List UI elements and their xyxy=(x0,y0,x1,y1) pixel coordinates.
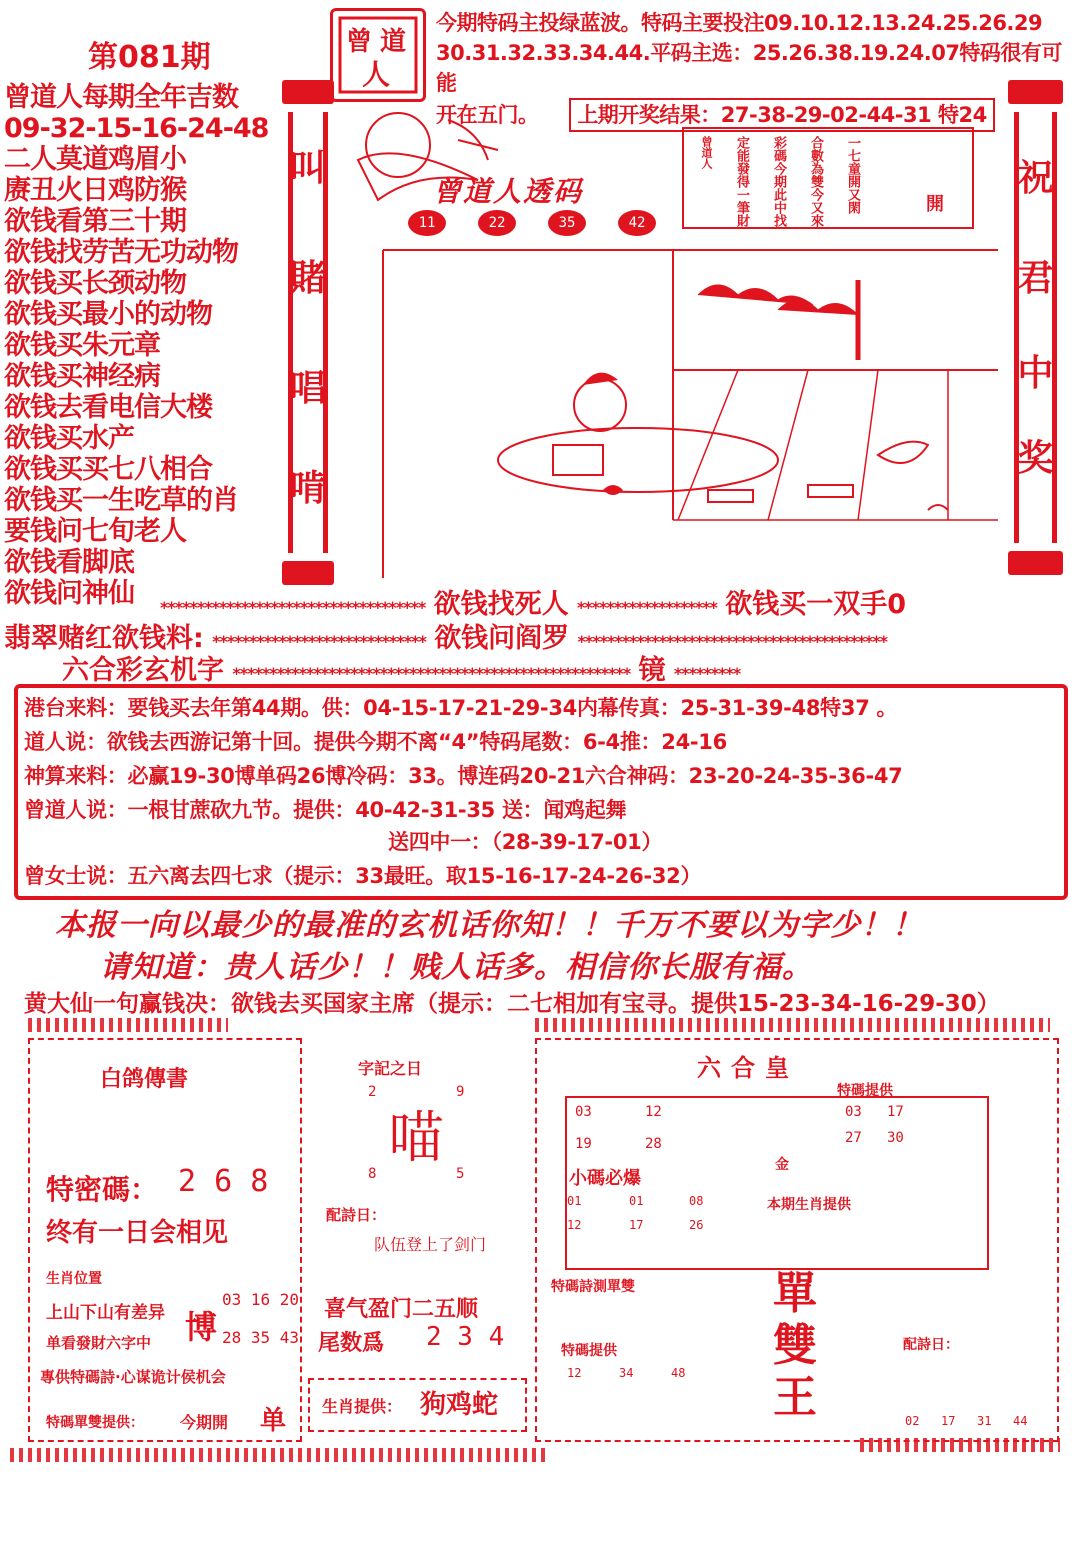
big-char: 王 xyxy=(773,1372,817,1423)
list-item: 欲钱买最小的动物 xyxy=(4,299,212,330)
scroll-char: 啃 xyxy=(289,468,326,509)
heading: 字記之日 xyxy=(358,1059,423,1078)
number-ball: 11 xyxy=(408,210,446,236)
peishi-label: 配詩日： xyxy=(903,1337,959,1353)
grid-num: 28 xyxy=(645,1136,662,1152)
scroll-char: 中 xyxy=(1017,353,1054,394)
star-row-1-right: 欲钱买一双手0 xyxy=(725,589,907,620)
couplet-line: 合數為雙今又來 xyxy=(808,136,823,227)
tema-num: 34 xyxy=(619,1366,634,1380)
couplet-line: 彩碼今期此中找 xyxy=(771,136,786,227)
wave-border xyxy=(10,1448,550,1462)
star-row-3-left: 六合彩玄机字 xyxy=(62,655,224,686)
tm-num: 17 xyxy=(887,1104,904,1120)
bottom-num: 44 xyxy=(1013,1414,1028,1428)
number-ball: 35 xyxy=(548,210,586,236)
corner-num: 8 xyxy=(368,1166,377,1182)
scroll-char: 奖 xyxy=(1017,438,1054,479)
star-row-3-mid: 镜 xyxy=(638,655,666,686)
panel-title: 六合皇 xyxy=(697,1054,799,1082)
grid-num: 03 xyxy=(575,1104,592,1120)
bottom-num: 02 xyxy=(905,1414,920,1428)
svg-text:道: 道 xyxy=(380,27,407,57)
right-scroll xyxy=(1008,80,1063,575)
corner-num: 9 xyxy=(456,1084,465,1100)
corner-num: 2 xyxy=(368,1084,377,1100)
scroll-char: 叫 xyxy=(289,148,326,189)
logo-seal xyxy=(330,8,426,102)
bo-char: 博 xyxy=(185,1308,218,1346)
big-char: 單 xyxy=(773,1268,817,1319)
sx-val: 狗鸡蛇 xyxy=(420,1390,499,1420)
list-item: 欲钱看第三十期 xyxy=(4,206,186,237)
star-row-2-left: 翡翠赌红欲钱料: xyxy=(4,623,204,654)
svg-text:曾: 曾 xyxy=(346,27,373,57)
list-item: 欲钱买长颈动物 xyxy=(4,268,186,299)
wave-border xyxy=(860,1438,1060,1452)
grid-num: 12 xyxy=(645,1104,662,1120)
illustration-title: 曾道人透码 xyxy=(433,175,584,208)
tm-num: 30 xyxy=(887,1130,904,1146)
xiaoma-num: 17 xyxy=(629,1218,644,1232)
wave-border xyxy=(535,1018,1050,1032)
shengxiao-label: 生肖位置 xyxy=(46,1271,102,1287)
list-item: 09-32-15-16-24-48 xyxy=(4,113,269,144)
star-row-2-mid: 欲钱问阎罗 xyxy=(434,623,570,654)
tema-nums: 2 6 8 xyxy=(178,1164,269,1199)
couplet xyxy=(698,136,862,227)
wave-border xyxy=(28,1018,228,1032)
panel-zi xyxy=(308,1038,528,1438)
line-a: 上山下山有差异 xyxy=(46,1303,165,1323)
slogan-1: 本报一向以最少的最准的玄机话你知！！千万不要以为字少！！ xyxy=(55,908,923,943)
info-box xyxy=(14,684,1068,900)
xiaoma-num: 08 xyxy=(689,1194,704,1208)
bottom-num: 17 xyxy=(941,1414,956,1428)
big-char: 喵 xyxy=(388,1106,444,1171)
star-row-2: 翡翠赌红欲钱料: ***************************** 欲钱问阎罗 ****************************************** xyxy=(4,623,887,654)
grid-num: 19 xyxy=(575,1136,592,1152)
list-item: 欲钱买一生吃草的肖 xyxy=(4,485,238,516)
issue-number: 第081期 xyxy=(88,40,211,75)
list-item: 欲钱买神经病 xyxy=(4,361,160,392)
xiaoma-num: 26 xyxy=(689,1218,704,1232)
panel-baige xyxy=(28,1038,302,1442)
panel-liuhe xyxy=(535,1038,1059,1442)
tema-num: 12 xyxy=(567,1366,582,1380)
last-draw-result: 上期开奖结果：27-38-29-02-44-31 特24 xyxy=(569,98,994,132)
sx-label: 本期生肖提供 xyxy=(767,1197,851,1213)
list-item: 欲钱买水产 xyxy=(4,423,134,454)
cartoon-illustration xyxy=(338,100,1000,578)
scroll-cap xyxy=(1008,551,1063,575)
scroll-char: 君 xyxy=(1017,258,1054,299)
top-line-3a: 开在五门。 xyxy=(436,103,539,127)
tema-label: 特碼提供 xyxy=(561,1343,617,1359)
list-item: 欲钱找劳苦无功动物 xyxy=(4,237,238,268)
info-line: 道人说：欲钱去西游记第十回。提供今期不离“4”特码尾数：6-4推：24-16 xyxy=(24,730,727,754)
tm-num: 27 xyxy=(845,1130,862,1146)
ball-row xyxy=(408,210,656,236)
number-ball: 22 xyxy=(478,210,516,236)
star-row-3: 六合彩玄机字 ****************************************************** 镜 ********* xyxy=(62,655,741,686)
couplet-line: 一七童開又閑 xyxy=(845,136,860,214)
footer-label: 特碼單雙提供： xyxy=(46,1415,144,1431)
tail-label: 尾数爲 xyxy=(318,1331,385,1356)
xiaoma-num: 12 xyxy=(567,1218,582,1232)
list-item: 欲钱买买七八相合 xyxy=(4,454,212,485)
footer-mid: 今期開 xyxy=(180,1413,229,1432)
info-line: 曾道人说：一根甘蔗砍九节。提供：40-42-31-35 送：闻鸡起舞 xyxy=(24,798,627,822)
line-b: 单看發財六字中 xyxy=(46,1334,152,1352)
poem-label: 特碼詩測單雙 xyxy=(551,1279,635,1295)
scroll-char: 祝 xyxy=(1017,158,1054,199)
list-item: 要钱问七旬老人 xyxy=(4,516,186,547)
line-c: 專供特碼詩·心谋诡计侯机会 xyxy=(40,1368,226,1386)
list-item: 欲钱买朱元章 xyxy=(4,330,160,361)
star-row-1-mid: 欲钱找死人 xyxy=(433,589,569,620)
big-char: 雙 xyxy=(773,1320,817,1371)
left-riddle-list xyxy=(4,82,279,609)
scroll-cap xyxy=(1008,80,1063,104)
bottom-num: 31 xyxy=(977,1414,992,1428)
tema-num: 48 xyxy=(671,1366,686,1380)
info-line: 送四中一：（28-39-17-01） xyxy=(388,830,663,854)
poem: 终有一日会相见 xyxy=(46,1218,229,1248)
tema-label: 特密碼： xyxy=(46,1173,159,1206)
list-item: 曾道人每期全年吉数 xyxy=(4,82,238,113)
top-line-2: 30.31.32.33.34.44.平码主选：25.26.38.19.24.07特码很有可能 xyxy=(436,41,1062,95)
slogan-2: 请知道：贵人话少！！贱人话多。相信你长服有福。 xyxy=(100,950,813,985)
scroll-char: 賭 xyxy=(289,258,326,299)
tm-label: 特碼提供 xyxy=(837,1083,893,1099)
nums-a: 03 16 20 xyxy=(222,1290,300,1309)
scroll-cap xyxy=(282,80,334,104)
nums-b: 28 35 43 xyxy=(222,1328,300,1347)
list-item: 欲钱去看电信大楼 xyxy=(4,392,212,423)
xiaoma-num: 01 xyxy=(629,1194,644,1208)
info-line: 神算来料：必赢19-30博单码26博冷码：33。博连码20-21六合神码：23-20-24-35-36-47 xyxy=(24,764,903,788)
xiaoma-num: 01 xyxy=(567,1194,582,1208)
slogan: 喜气盈门二五顺 xyxy=(324,1297,479,1322)
info-line: 港台来料：要钱买去年第44期。供：04-15-17-21-29-34内幕传真：25-31-39-48特37 。 xyxy=(24,696,898,720)
info-line: 曾女士说：五六离去四七求（提示：33最旺。取15-16-17-24-26-32） xyxy=(24,864,702,888)
panel-title: 白鸽傳書 xyxy=(100,1067,189,1092)
top-line-1: 今期特码主投绿蓝波。特码主要投注09.10.12.13.24.25.26.29 xyxy=(436,11,1043,35)
scroll-char: 唱 xyxy=(289,368,326,409)
svg-text:人: 人 xyxy=(362,58,391,91)
list-item: 欲钱看脚底 xyxy=(4,547,134,578)
seal-icon xyxy=(338,16,418,94)
tm-num: 03 xyxy=(845,1104,862,1120)
xiaoma-label: 小碼必爆 xyxy=(569,1168,641,1189)
tail-nums: 2 3 4 xyxy=(426,1322,505,1352)
open-label: 開 xyxy=(926,194,944,215)
couplet-signature: 曾道人 xyxy=(700,136,713,169)
footer-val: 单 xyxy=(260,1406,287,1436)
star-row-1: ************************************ 欲钱找死人 ******************* 欲钱买一双手0 xyxy=(160,589,907,620)
number-ball: 42 xyxy=(618,210,656,236)
huang-daxian-line: 黄大仙一句赢钱决：欲钱去买国家主席（提示：二七相加有宝寻。提供15-23-34-16-29-30） xyxy=(24,991,1000,1017)
poem-label: 配詩日： xyxy=(326,1206,387,1224)
list-item: 二人莫道鸡眉小 xyxy=(4,144,186,175)
corner-num: 5 xyxy=(456,1166,465,1182)
sx-label: 生肖提供： xyxy=(322,1397,403,1416)
poem: 队伍登上了剑门 xyxy=(374,1235,487,1254)
left-scroll xyxy=(282,80,334,585)
list-item: 赓丑火日鸡防猴 xyxy=(4,175,186,206)
couplet-line: 定能發得一筆財 xyxy=(734,136,749,227)
jin-char: 金 xyxy=(775,1157,789,1173)
list-item: 欲钱问神仙 xyxy=(4,578,134,609)
